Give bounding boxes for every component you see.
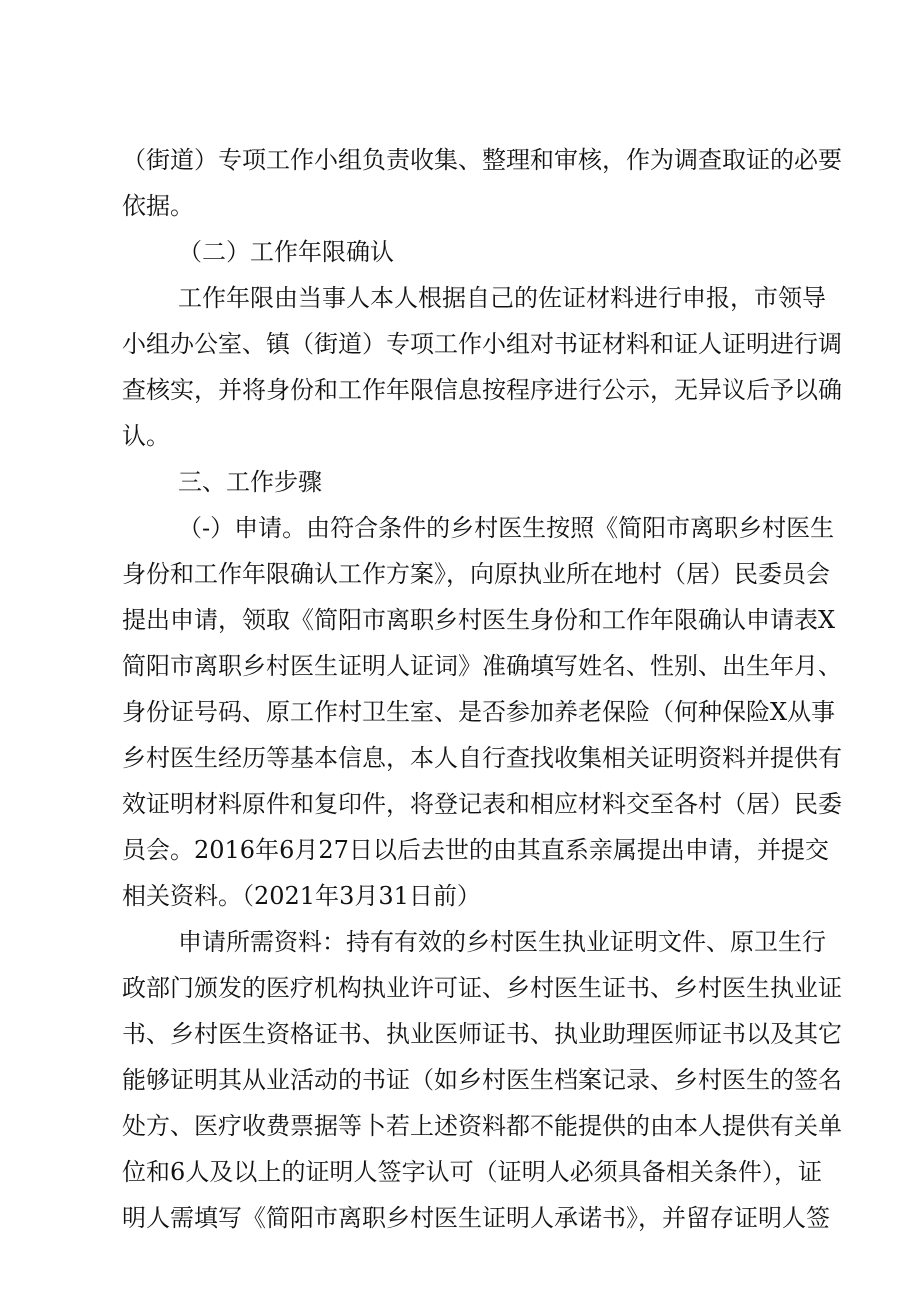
body-text-line: 认。 [122, 422, 170, 450]
section-heading: 三、工作步骤 [178, 468, 322, 496]
body-text-line: 政部门颁发的医疗机构执业许可证、乡村医生证书、乡村医生执业证 [122, 974, 842, 1002]
body-text-line: 身份证号码、原工作村卫生室、是否参加养老保险（何种保险X从事 [122, 698, 836, 726]
body-text-line: 员会。2016年6月27日以后去世的由其直系亲属提出申请，并提交 [122, 836, 829, 864]
body-text-line: 处方、医疗收费票据等卜若上述资料都不能提供的由本人提供有关单 [122, 1112, 842, 1140]
section-heading: （二）工作年限确认 [178, 238, 394, 266]
body-text-line: 依据。 [122, 192, 194, 220]
body-text-line: （-）申请。由符合条件的乡村医生按照《简阳市离职乡村医生 [178, 514, 835, 542]
body-text-line: 身份和工作年限确认工作方案》，向原执业所在地村（居）民委员会 [122, 560, 830, 588]
body-text-line: （街道）专项工作小组负责收集、整理和审核，作为调查取证的必要 [122, 146, 842, 174]
body-text-line: 明人需填写《简阳市离职乡村医生证明人承诺书》，并留存证明人签 [122, 1204, 830, 1232]
body-text-line: 能够证明其从业活动的书证（如乡村医生档案记录、乡村医生的签名 [122, 1066, 842, 1094]
body-text-line: 查核实，并将身份和工作年限信息按程序进行公示，无异议后予以确 [122, 376, 842, 404]
body-text-line: 工作年限由当事人本人根据自己的佐证材料进行申报，市领导 [178, 284, 826, 312]
body-text-line: 小组办公室、镇（街道）专项工作小组对书证材料和证人证明进行调 [122, 330, 842, 358]
body-text-line: 乡村医生经历等基本信息，本人自行查找收集相关证明资料并提供有 [122, 744, 842, 772]
body-text-line: 位和6人及以上的证明人签字认可（证明人必须具备相关条件），证 [122, 1158, 822, 1186]
body-text-line: 效证明材料原件和复印件，将登记表和相应材料交至各村（居）民委 [122, 790, 842, 818]
body-text-line: 申请所需资料：持有有效的乡村医生执业证明文件、原卫生行 [178, 928, 826, 956]
body-text-line: 简阳市离职乡村医生证明人证词》准确填写姓名、性别、出生年月、 [122, 652, 842, 680]
body-text-line: 提出申请，领取《简阳市离职乡村医生身份和工作年限确认申请表X [122, 606, 836, 634]
body-text-line: 相关资料。（2021年3月31日前） [122, 882, 481, 910]
body-text-line: 书、乡村医生资格证书、执业医师证书、执业助理医师证书以及其它 [122, 1020, 842, 1048]
